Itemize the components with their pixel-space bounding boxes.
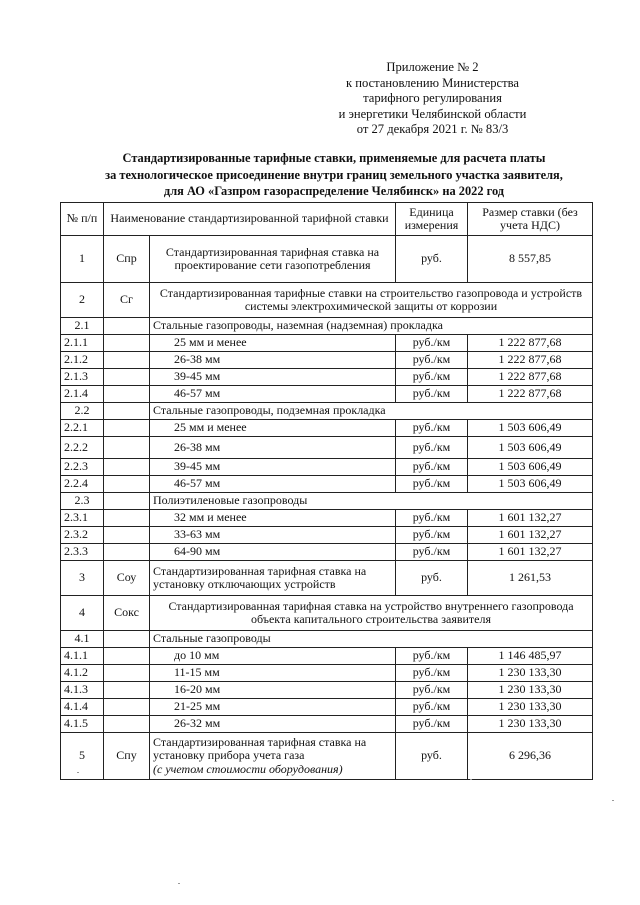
appendix-line: к постановлению Министерства (345, 75, 520, 90)
row-rate: 8 557,85 (468, 236, 593, 283)
scan-speck (77, 772, 79, 773)
row-code (104, 335, 150, 352)
row-rate: 1 503 606,49 (468, 476, 593, 493)
row-num: 3 (61, 561, 104, 596)
row-name: Стандартизированная тарифная ставка на устройство внутреннего газопровода объекта капитального строительства заявителя (150, 596, 593, 631)
row-code (104, 318, 150, 335)
table-row (61, 510, 593, 527)
row-name: 26-32 мм (150, 716, 396, 733)
row-rate: 6 296,36 (468, 733, 593, 780)
header-name: Наименование стандартизированной тарифной ставки (104, 203, 396, 236)
row-rate: 1 601 132,27 (468, 510, 593, 527)
row-code (104, 369, 150, 386)
row-name: 21-25 мм (150, 699, 396, 716)
row-unit: руб./км (396, 665, 468, 682)
row-num: 2.2.3 (61, 459, 104, 476)
row-num: 4.1 (61, 631, 104, 648)
row-rate: 1 503 606,49 (468, 459, 593, 476)
row-unit: руб./км (396, 476, 468, 493)
row-num: 2.1.2 (61, 352, 104, 369)
row-num: 2.2 (61, 403, 104, 420)
row-name: 39-45 мм (150, 459, 396, 476)
row-num: 4.1.1 (61, 648, 104, 665)
row-unit: руб./км (396, 699, 468, 716)
row-unit: руб./км (396, 369, 468, 386)
row-rate: 1 601 132,27 (468, 544, 593, 561)
row-num: 2.3.1 (61, 510, 104, 527)
row-name-text: Стандартизированная тарифная ставка на проектирование сети газопотребления (165, 244, 380, 272)
table-row (61, 716, 593, 733)
row-name (150, 733, 396, 780)
row-code (104, 386, 150, 403)
row-num: 4.1.2 (61, 665, 104, 682)
table-row (61, 665, 593, 682)
row-name: 46-57 мм (150, 476, 396, 493)
row-name: 26-38 мм (150, 437, 396, 459)
row-unit: руб./км (396, 386, 468, 403)
row-unit: руб./км (396, 544, 468, 561)
row-name-text: Стандартизированная тарифная ставка на установку отключающих устройств (153, 563, 367, 591)
row-name-text: Стандартизированная тарифная ставка на установку прибора учета газа (153, 735, 367, 763)
row-unit: руб. (396, 561, 468, 596)
table-row (61, 527, 593, 544)
table-row (61, 318, 593, 335)
row-code (104, 716, 150, 733)
row-name: 26-38 мм (150, 352, 396, 369)
row-unit: руб./км (396, 352, 468, 369)
row-name: 64-90 мм (150, 544, 396, 561)
appendix-line: тарифного регулирования (363, 91, 502, 106)
table-row (61, 403, 593, 420)
table-row (61, 437, 593, 459)
row-name: до 10 мм (150, 648, 396, 665)
table-row (61, 420, 593, 437)
row-name (150, 561, 396, 596)
row-name: 16-20 мм (150, 682, 396, 699)
header-num: № п/п (61, 203, 104, 236)
appendix-line: Приложение № 2 (386, 60, 479, 74)
row-num: 2.2.1 (61, 420, 104, 437)
row-code (104, 476, 150, 493)
row-name: 39-45 мм (150, 369, 396, 386)
row-name: 46-57 мм (150, 386, 396, 403)
table-row (61, 596, 593, 631)
row-num: 4.1.3 (61, 682, 104, 699)
row-rate: 1 230 133,30 (468, 716, 593, 733)
table-row (61, 369, 593, 386)
row-code (104, 527, 150, 544)
row-num: 4.1.5 (61, 716, 104, 733)
row-unit: руб./км (396, 716, 468, 733)
table-row (61, 699, 593, 716)
row-num: 2 (61, 283, 104, 318)
row-rate: 1 503 606,49 (468, 437, 593, 459)
row-num: 2.1 (61, 318, 104, 335)
row-unit: руб./км (396, 459, 468, 476)
title-line: Стандартизированные тарифные ставки, применяемые для расчета платы (122, 151, 546, 165)
row-unit: руб./км (396, 437, 468, 459)
row-num: 2.1.3 (61, 369, 104, 386)
row-num: 2.1.1 (61, 335, 104, 352)
title-line: за технологическое присоединение внутри границ земельного участка заявителя, (105, 167, 563, 182)
row-rate: 1 222 877,68 (468, 352, 593, 369)
row-unit: руб. (396, 236, 468, 283)
appendix-line: от 27 декабря 2021 г. № 83/3 (356, 122, 509, 137)
table-row (61, 476, 593, 493)
tariff-table (60, 202, 593, 780)
row-unit: руб./км (396, 420, 468, 437)
table-row (61, 493, 593, 510)
row-name: 33-63 мм (150, 527, 396, 544)
row-name: 11-15 мм (150, 665, 396, 682)
table-row (61, 283, 593, 318)
row-unit: руб./км (396, 335, 468, 352)
row-num: 2.3.2 (61, 527, 104, 544)
row-note: (с учетом стоимости оборудования) (153, 761, 343, 776)
header-unit: Единица измерения (396, 203, 468, 236)
scan-speck (470, 779, 472, 780)
row-unit: руб. (396, 733, 468, 780)
document-title (60, 150, 608, 200)
row-num: 2.3 (61, 493, 104, 510)
row-num: 2.1.4 (61, 386, 104, 403)
row-unit: руб./км (396, 648, 468, 665)
row-code (104, 493, 150, 510)
table-row (61, 561, 593, 596)
header-rate: Размер ставки (без учета НДС) (468, 203, 593, 236)
table-row (61, 459, 593, 476)
row-code (104, 631, 150, 648)
row-code: Спр (104, 236, 150, 283)
appendix-line: и энергетики Челябинской области (338, 106, 527, 121)
row-code (104, 420, 150, 437)
table-row (61, 236, 593, 283)
row-name: Стальные газопроводы, подземная прокладка (150, 403, 593, 420)
row-code (104, 437, 150, 459)
scan-speck (612, 800, 614, 801)
row-code (104, 648, 150, 665)
row-name: Полиэтиленовые газопроводы (150, 493, 593, 510)
row-rate: 1 230 133,30 (468, 699, 593, 716)
row-rate: 1 601 132,27 (468, 527, 593, 544)
row-code (104, 544, 150, 561)
row-rate: 1 222 877,68 (468, 386, 593, 403)
row-num: 1 (61, 236, 104, 283)
row-unit: руб./км (396, 682, 468, 699)
row-name: 25 мм и менее (150, 335, 396, 352)
row-rate: 1 230 133,30 (468, 682, 593, 699)
table-row (61, 631, 593, 648)
table-row (61, 335, 593, 352)
table-row (61, 386, 593, 403)
row-name: Стальные газопроводы (150, 631, 593, 648)
row-num: 2.2.2 (61, 437, 104, 459)
row-code: Сг (104, 283, 150, 318)
title-line: для АО «Газпром газораспределение Челябинск» на 2022 год (163, 184, 505, 198)
row-rate: 1 261,53 (468, 561, 593, 596)
row-code (104, 682, 150, 699)
scan-speck (178, 883, 180, 884)
row-name: 25 мм и менее (150, 420, 396, 437)
row-name (150, 236, 396, 283)
row-rate: 1 222 877,68 (468, 335, 593, 352)
row-code (104, 510, 150, 527)
row-code (104, 352, 150, 369)
row-code (104, 459, 150, 476)
table-header-row (61, 203, 593, 236)
row-rate: 1 146 485,97 (468, 648, 593, 665)
row-code (104, 403, 150, 420)
table-row (61, 648, 593, 665)
table-row (61, 352, 593, 369)
row-code: Спу (104, 733, 150, 780)
appendix-block (300, 60, 565, 138)
row-num: 4.1.4 (61, 699, 104, 716)
row-name: 32 мм и менее (150, 510, 396, 527)
row-num: 4 (61, 596, 104, 631)
row-name: Стандартизированная тарифные ставки на строительство газопровода и устройств системы электрохимической защиты от коррозии (150, 283, 593, 318)
row-code: Соу (104, 561, 150, 596)
row-name: Стальные газопроводы, наземная (надземная) прокладка (150, 318, 593, 335)
table-row (61, 733, 593, 780)
row-rate: 1 230 133,30 (468, 665, 593, 682)
row-code: Сокс (104, 596, 150, 631)
row-unit: руб./км (396, 510, 468, 527)
row-code (104, 665, 150, 682)
table-row (61, 682, 593, 699)
row-code (104, 699, 150, 716)
row-num: 2.3.3 (61, 544, 104, 561)
row-rate: 1 503 606,49 (468, 420, 593, 437)
row-num: 2.2.4 (61, 476, 104, 493)
row-rate: 1 222 877,68 (468, 369, 593, 386)
table-row (61, 544, 593, 561)
row-num: 5 (61, 733, 104, 780)
row-unit: руб./км (396, 527, 468, 544)
